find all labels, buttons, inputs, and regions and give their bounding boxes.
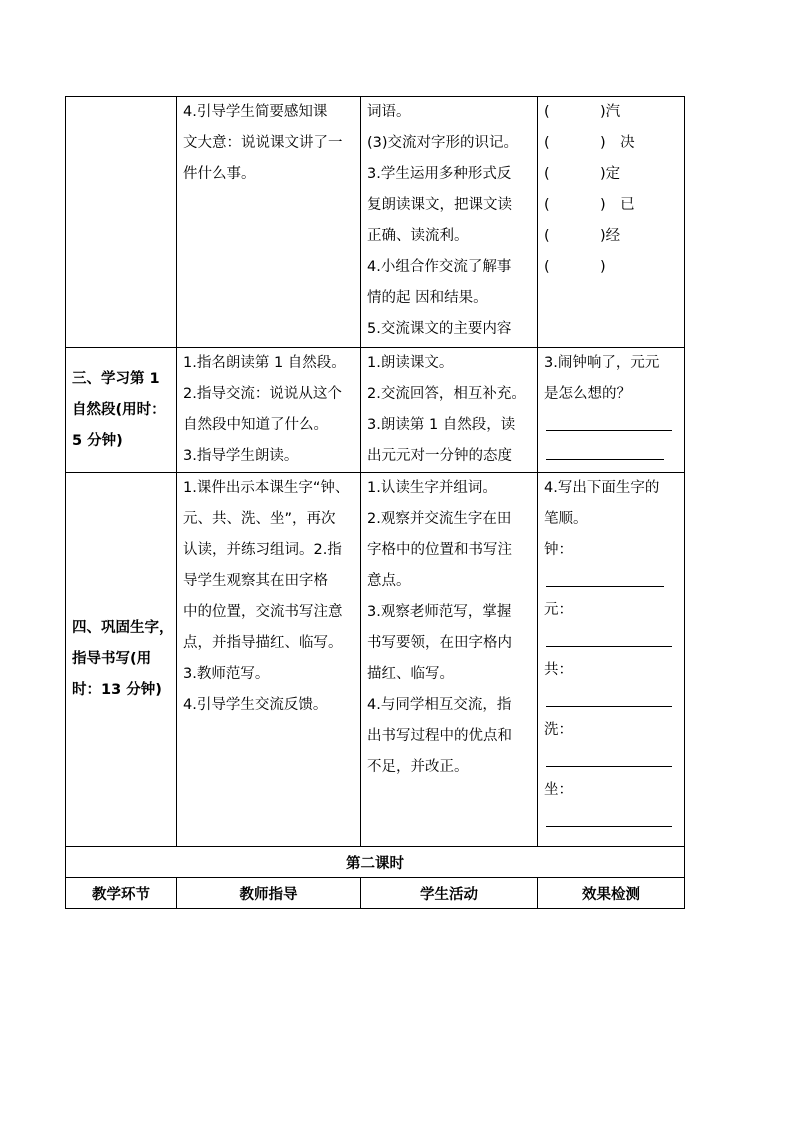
stage-title-line: 自然段(用时： xyxy=(72,401,166,418)
stage-cell xyxy=(66,473,177,847)
answer-line[interactable] xyxy=(546,626,672,647)
table-row xyxy=(66,348,685,473)
text-line: 正确、读流利。 xyxy=(367,228,469,244)
text-line: 不足，并改正。 xyxy=(367,759,469,775)
answer-line[interactable] xyxy=(546,410,672,431)
text-line: 3.朗读第 1 自然段，读 xyxy=(367,417,516,433)
text-line: 字格中的位置和书写注 xyxy=(367,542,512,558)
fill-blank[interactable]: ( )经 xyxy=(544,228,621,244)
student-cell xyxy=(361,348,538,473)
section-row xyxy=(66,847,685,878)
text-line: 点，并指导描红、临写。 xyxy=(183,635,343,651)
stage-title-line: 5 分钟) xyxy=(72,432,123,449)
text-line: (3)交流对字形的识记。 xyxy=(367,135,519,151)
lesson-plan-table xyxy=(65,96,685,909)
text-line: 出元元对一分钟的态度 xyxy=(367,448,512,464)
text-line: 2.指导交流：说说从这个 xyxy=(183,386,342,402)
header-row xyxy=(66,878,685,909)
text-line: 导学生观察其在田字格 xyxy=(183,573,328,589)
fill-blank[interactable]: ( ) 决 xyxy=(544,135,635,151)
column-header: 学生活动 xyxy=(361,878,538,909)
text-line: 2.观察并交流生字在田 xyxy=(367,511,512,527)
text-line: 3.观察老师范写，掌握 xyxy=(367,604,512,620)
text-line: 出书写过程中的优点和 xyxy=(367,728,512,744)
teacher-cell xyxy=(177,97,361,348)
column-header: 效果检测 xyxy=(538,878,685,909)
table-row xyxy=(66,473,685,847)
text-line: 笔顺。 xyxy=(544,511,588,527)
text-line: 复朗读课文，把课文读 xyxy=(367,197,512,213)
text-line: 书写要领，在田字格内 xyxy=(367,635,512,651)
text-line: 4.与同学相互交流，指 xyxy=(367,697,512,713)
text-line: 是怎么想的？ xyxy=(544,386,631,402)
text-line: 2.交流回答，相互补充。 xyxy=(367,386,526,402)
text-line: 5.交流课文的主要内容 xyxy=(367,321,512,337)
teacher-cell xyxy=(177,348,361,473)
teacher-cell xyxy=(177,473,361,847)
text-line: 中的位置，交流书写注意 xyxy=(183,604,343,620)
text-line: 4.引导学生简要感知课 xyxy=(183,104,328,120)
answer-line[interactable] xyxy=(546,566,664,587)
student-cell xyxy=(361,473,538,847)
char-label: 元： xyxy=(544,602,573,618)
fill-blank[interactable]: ( )汽 xyxy=(544,104,621,120)
column-header: 教学环节 xyxy=(66,878,177,909)
stage-cell xyxy=(66,348,177,473)
column-header: 教师指导 xyxy=(177,878,361,909)
fill-blank[interactable]: ( ) 已 xyxy=(544,197,635,213)
text-line: 3.闹钟响了，元元 xyxy=(544,355,660,371)
text-line: 1.指名朗读第 1 自然段。 xyxy=(183,355,346,371)
text-line: 认读，并练习组词。2.指 xyxy=(183,542,342,558)
stage-title-line: 时：13 分钟) xyxy=(72,682,162,698)
check-cell xyxy=(538,97,685,348)
char-label: 坐： xyxy=(544,782,573,798)
text-line: 词语。 xyxy=(367,104,411,120)
text-line: 元、共、洗、坐”，再次 xyxy=(183,511,336,527)
text-line: 3.指导学生朗读。 xyxy=(183,448,299,464)
fill-blank[interactable]: ( )定 xyxy=(544,166,621,182)
text-line: 描红、临写。 xyxy=(367,666,454,682)
student-cell xyxy=(361,97,538,348)
text-line: 1.朗读课文。 xyxy=(367,355,454,371)
stage-cell xyxy=(66,97,177,348)
text-line: 件什么事。 xyxy=(183,166,256,182)
char-label: 洗： xyxy=(544,722,573,738)
check-cell xyxy=(538,348,685,473)
text-line: 3.学生运用多种形式反 xyxy=(367,166,512,182)
text-line: 情的起 因和结果。 xyxy=(367,290,488,306)
text-line: 1.认读生字并组词。 xyxy=(367,480,497,496)
char-label: 共： xyxy=(544,662,573,678)
text-line: 4.引导学生交流反馈。 xyxy=(183,697,328,713)
section-title: 第二课时 xyxy=(66,847,685,878)
text-line: 3.教师范写。 xyxy=(183,666,270,682)
answer-line[interactable] xyxy=(546,806,672,827)
answer-line[interactable] xyxy=(546,746,672,767)
answer-line[interactable] xyxy=(546,439,664,460)
fill-blank[interactable]: ( ) xyxy=(544,259,606,275)
char-label: 钟： xyxy=(544,542,573,558)
stage-title-line: 三、学习第 1 xyxy=(72,370,160,387)
text-line: 4.写出下面生字的 xyxy=(544,480,660,496)
text-line: 4.小组合作交流了解事 xyxy=(367,259,512,275)
answer-line[interactable] xyxy=(546,686,672,707)
stage-title-line: 指导书写(用 xyxy=(72,651,152,667)
table-row xyxy=(66,97,685,348)
text-line: 意点。 xyxy=(367,573,411,589)
stage-title-line: 四、巩固生字， xyxy=(72,620,174,636)
text-line: 1.课件出示本课生字“钟、 xyxy=(183,480,350,496)
check-cell xyxy=(538,473,685,847)
text-line: 文大意：说说课文讲了一 xyxy=(183,135,343,151)
text-line: 自然段中知道了什么。 xyxy=(183,417,328,433)
